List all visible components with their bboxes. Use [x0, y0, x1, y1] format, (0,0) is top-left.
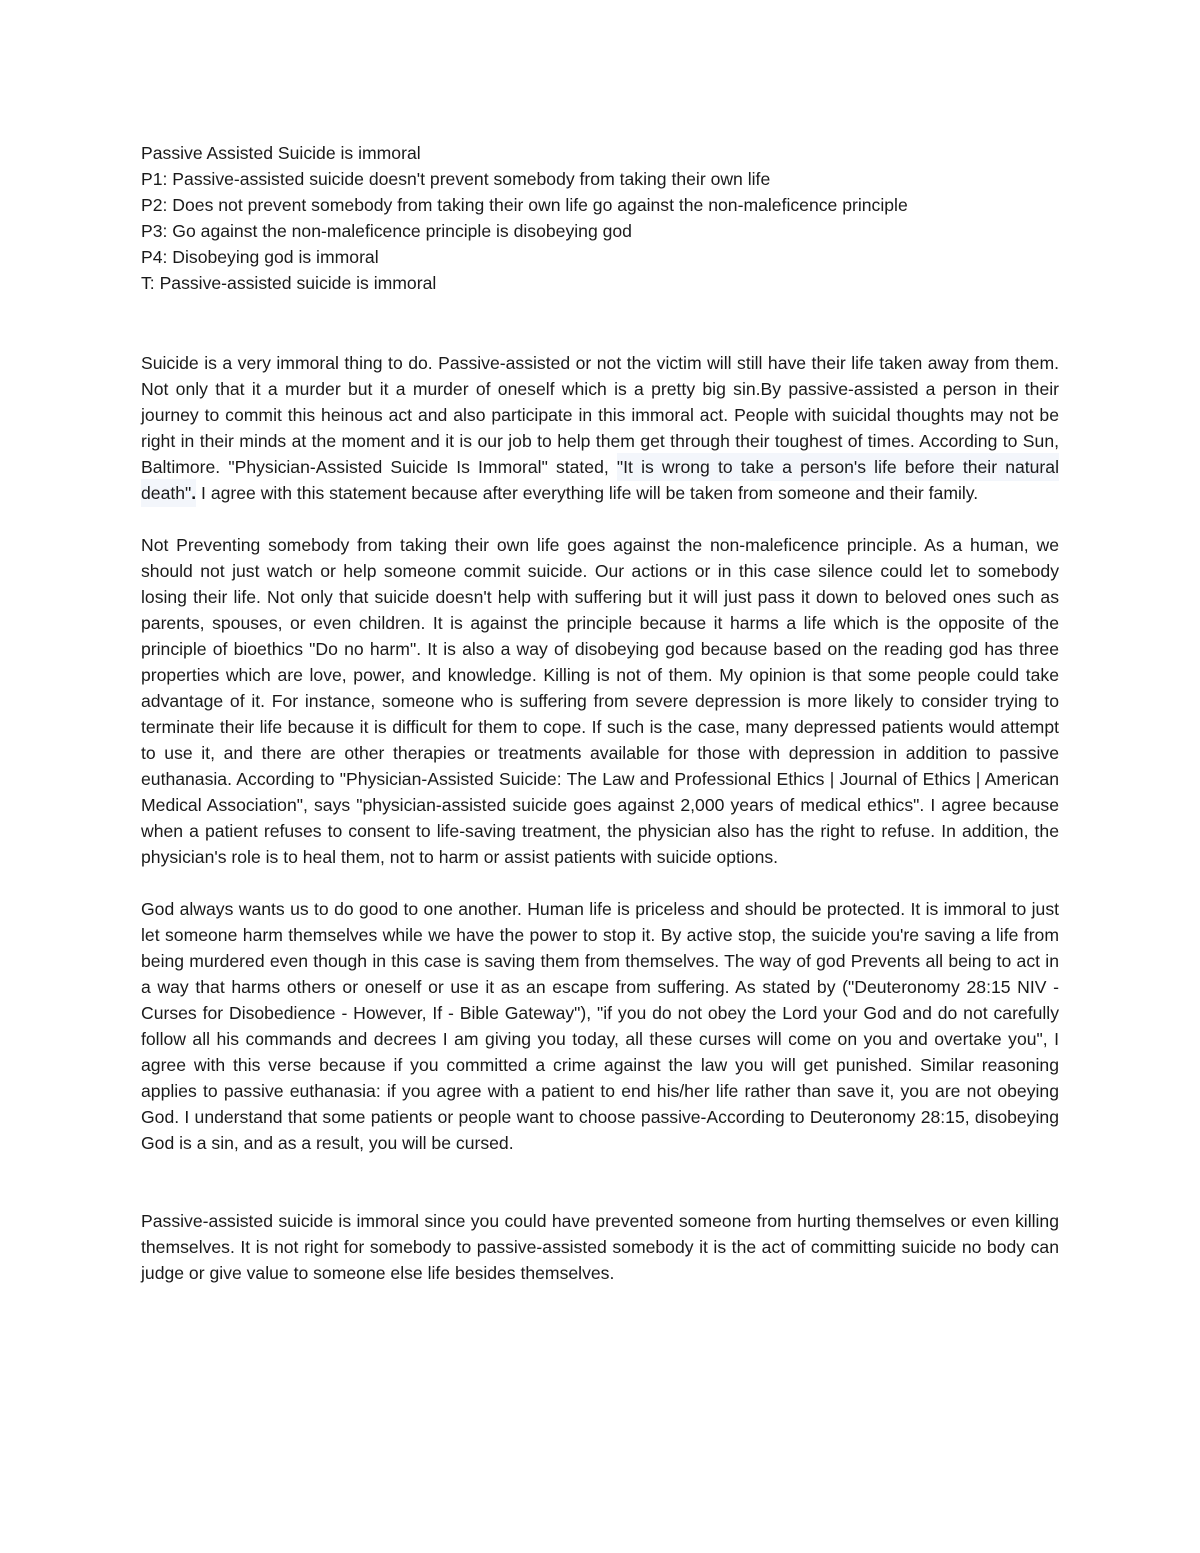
quote-text: "It is wrong to take a person's life before their natural death" [141, 457, 1059, 503]
premise-3: P3: Go against the non-maleficence principle is disobeying god [141, 221, 632, 241]
thesis: T: Passive-assisted suicide is immoral [141, 273, 437, 293]
document-title: Passive Assisted Suicide is immoral [141, 143, 421, 163]
document-page [141, 140, 1059, 1286]
quote-period: . [191, 483, 197, 503]
paragraph-4: Passive-assisted suicide is immoral since you could have prevented someone from hurting themselves or even killing themselves. It is not right for somebody to passive-assisted somebody it is the act of committing suicide no body can judge or give value to someone else life besides themselves. [141, 1211, 1059, 1283]
paragraph-1 [141, 350, 1059, 506]
paragraph-3: God always wants us to do good to one another. Human life is priceless and should be protected. It is immoral to just let someone harm themselves while we have the power to stop it. By active stop, the suicide you're saving a life from being murdered even though in this case is saving them from themselves. The way of god Prevents all being to act in a way that harms others or oneself or use it as an escape from suffering. As stated by ("Deuteronomy 28:15 NIV - Curses for Disobedience - However, If - Bible Gateway"), "if you do not obey the Lord your God and do not carefully follow all his commands and decrees I am giving you today, all these curses will come on you and overtake you", I agree with this verse because if you committed a crime against the law you will get punished. Similar reasoning applies to passive euthanasia: if you agree with a patient to end his/her life rather than save it, you are not obeying God. I understand that some patients or people want to choose passive-According to Deuteronomy 28:15, disobeying God is a sin, and as a result, you will be cursed. [141, 899, 1059, 1153]
premise-2: P2: Does not prevent somebody from taking their own life go against the non-maleficence principle [141, 195, 908, 215]
premise-1: P1: Passive-assisted suicide doesn't prevent somebody from taking their own life [141, 169, 771, 189]
paragraph-1-continuation: I agree with this statement because after everything life will be taken from someone and their family. [196, 483, 979, 503]
paragraph-1-text: Suicide is a very immoral thing to do. Passive-assisted or not the victim will still have their life taken away from them. Not only that it a murder but it a murder of oneself which is a pretty big sin.By passive-assisted a person in their journey to commit this heinous act and also participate in this immoral act. People with suicidal thoughts may not be right in their minds at the moment and it is our job to help them get through their toughest of times. According to Sun, Baltimore. "Physician-Assisted Suicide Is Immoral" stated, [141, 353, 1059, 477]
syllogism-block [141, 140, 1059, 296]
paragraph-2: Not Preventing somebody from taking their own life goes against the non-maleficence principle. As a human, we should not just watch or help someone commit suicide. Our actions or in this case silence could let to somebody losing their life. Not only that suicide doesn't help with suffering but it will just pass it down to beloved ones such as parents, spouses, or even children. It is against the principle because it harms a life which is the opposite of the principle of bioethics "Do no harm". It is also a way of disobeying god because based on the reading god has three properties which are love, power, and knowledge. Killing is not of them. My opinion is that some people could take advantage of it. For instance, someone who is suffering from severe depression is more likely to consider trying to terminate their life because it is difficult for them to cope. If such is the case, many depressed patients would attempt to use it, and there are other therapies or treatments available for those with depression in addition to passive euthanasia. According to "Physician-Assisted Suicide: The Law and Professional Ethics | Journal of Ethics | American Medical Association", says "physician-assisted suicide goes against 2,000 years of medical ethics". I agree because when a patient refuses to consent to life-saving treatment, the physician also has the right to refuse. In addition, the physician's role is to heal them, not to harm or assist patients with suicide options. [141, 535, 1059, 867]
premise-4: P4: Disobeying god is immoral [141, 247, 379, 267]
